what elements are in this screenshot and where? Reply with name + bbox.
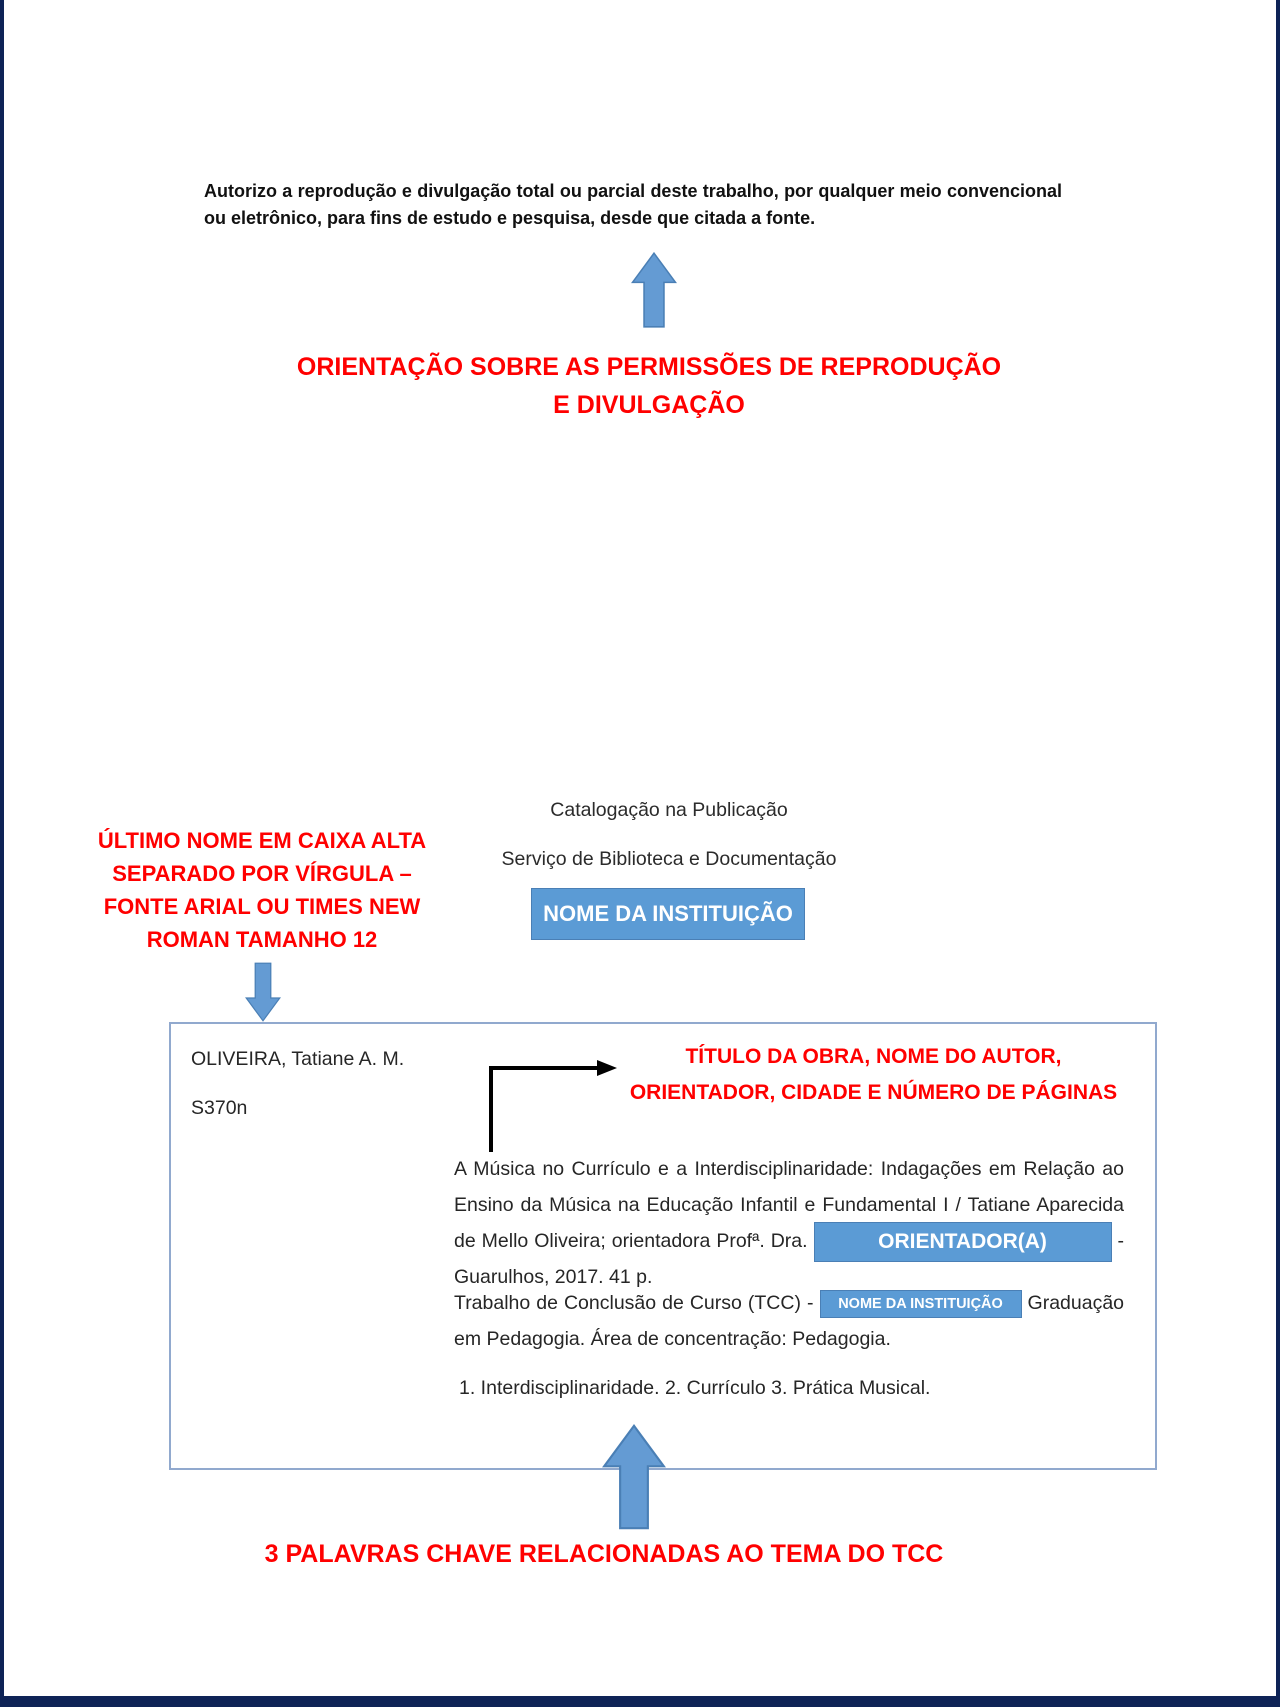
card-keywords: 1. Interdisciplinaridade. 2. Currículo 3. Prática Musical. — [459, 1377, 931, 1399]
title-annotation-line2: ORIENTADOR, CIDADE E NÚMERO DE PÁGINAS — [629, 1081, 1118, 1104]
tcc-line1 — [454, 1285, 1124, 1321]
reproduction-annotation-line1: ORIENTAÇÃO SOBRE AS PERMISSÕES DE REPRODUÇÃO — [296, 353, 1002, 381]
institution-name-inline-label: NOME DA INSTITUIÇÃO — [838, 1295, 1003, 1312]
card-call-number: S370n — [191, 1097, 248, 1119]
description-line3 — [454, 1223, 1124, 1259]
up-arrow-icon — [631, 250, 677, 330]
description-line2: Ensino da Música na Educação Infantil e Fundamental I / Tatiane Aparecida — [454, 1194, 1124, 1216]
advisor-name-box — [814, 1222, 1112, 1262]
lastname-annotation — [87, 824, 437, 956]
keywords-annotation: 3 PALAVRAS CHAVE RELACIONADAS AO TEMA DO TCC — [264, 1540, 944, 1568]
description-line3-hyphen: - — [1117, 1230, 1125, 1252]
authorization-note: Autorizo a reprodução e divulgação total ou parcial deste trabalho, por qualquer meio convencional ou eletrônico, para fins de estudo e pesquisa, desde que citada a fonte. — [204, 181, 1062, 228]
tcc-line1-post: Graduação — [1027, 1292, 1125, 1314]
institution-name-box-inline — [820, 1290, 1022, 1318]
library-service-heading: Serviço de Biblioteca e Documentação — [501, 848, 837, 870]
card-author: OLIVEIRA, Tatiane A. M. — [191, 1048, 405, 1070]
keywords-up-arrow-icon — [602, 1421, 666, 1533]
advisor-name-label: ORIENTADOR(A) — [878, 1229, 1047, 1253]
lastname-annotation-line3: FONTE ARIAL OU TIMES NEW — [103, 894, 421, 919]
lastname-annotation-line1: ÚLTIMO NOME EM CAIXA ALTA — [97, 828, 427, 853]
tcc-line2: em Pedagogia. Área de concentração: Pedagogia. — [454, 1328, 891, 1350]
card-description — [454, 1151, 1124, 1295]
elbow-arrow-icon — [487, 1056, 623, 1154]
description-line3-text: de Mello Oliveira; orientadora Profª. Dra. — [454, 1230, 808, 1252]
reproduction-annotation-line2: E DIVULGAÇÃO — [553, 391, 745, 419]
title-annotation — [621, 1039, 1126, 1111]
description-line4: Guarulhos, 2017. 41 p. — [454, 1266, 653, 1288]
lastname-annotation-line2: SEPARADO POR VÍRGULA – — [112, 861, 412, 886]
institution-name-label: NOME DA INSTITUIÇÃO — [543, 901, 793, 926]
cataloging-heading: Catalogação na Publicação — [550, 799, 788, 821]
institution-name-box — [531, 888, 805, 940]
catalog-card — [169, 1022, 1157, 1470]
tcc-line1-text: Trabalho de Conclusão de Curso (TCC) - — [454, 1292, 814, 1314]
reproduction-annotation — [289, 348, 1009, 424]
lastname-annotation-line4: ROMAN TAMANHO 12 — [146, 927, 378, 952]
card-tcc-statement — [454, 1285, 1124, 1357]
bottom-navy-bar — [4, 1696, 1276, 1707]
title-annotation-line1: TÍTULO DA OBRA, NOME DO AUTOR, — [685, 1045, 1062, 1068]
description-line1: A Música no Currículo e a Interdisciplinaridade: Indagações em Relação ao — [454, 1158, 1124, 1180]
